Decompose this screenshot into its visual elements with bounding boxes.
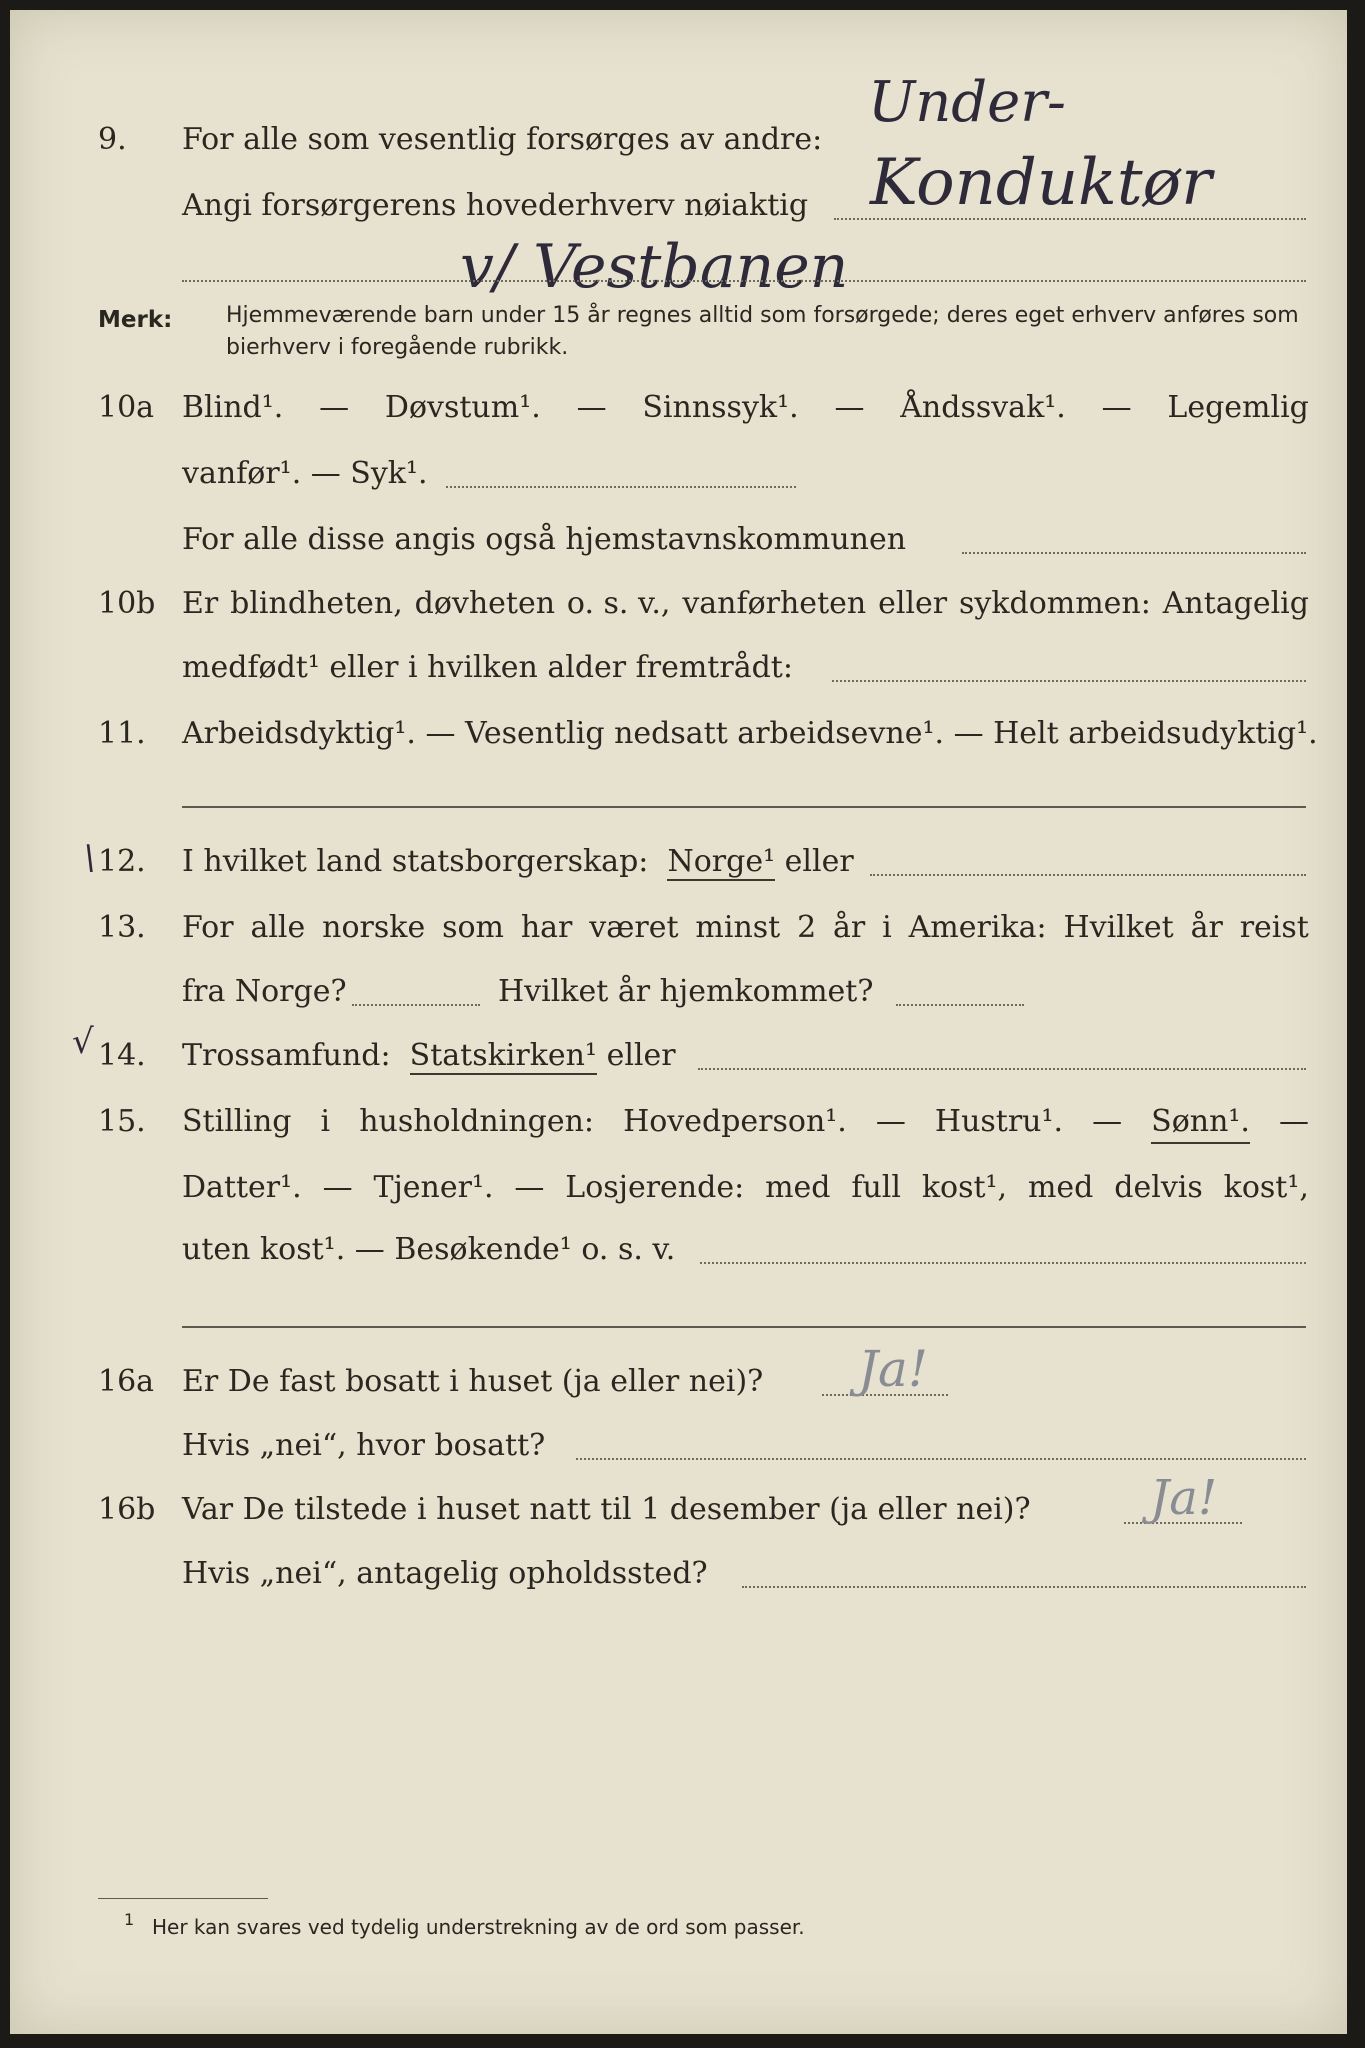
q9-number: 9. [98,122,127,157]
q9-handwritten-answer-mid: Konduktør [870,146,1212,220]
q9-handwritten-answer-top: Under- [868,70,1066,135]
option-hustru[interactable]: Hustru¹. [934,1104,1064,1139]
option-sonn-selected[interactable]: Sønn¹. [1151,1102,1250,1144]
q13-fra-norge: fra Norge? [182,974,347,1009]
q15-options-line1 [182,1102,1309,1144]
footnote-text: Her kan svares ved tydelig understrekning av de ord som passer. [152,1915,805,1939]
q11-answer-line [182,806,1306,808]
word: delvis [1114,1170,1203,1205]
word: vanførheten [682,586,867,621]
q14-text: Trossamfund: [182,1038,391,1073]
q14-answer-line [698,1068,1306,1070]
word: som [442,910,504,945]
q14-question [182,1036,676,1076]
dash: — [319,390,350,425]
q10a-answer-line [446,486,796,488]
word: år [833,910,866,945]
word: Er [182,586,219,621]
q10b-number: 10b [98,586,156,621]
dash: — [1279,1104,1309,1139]
q15-line3-text[interactable]: uten kost¹. — Besøkende¹ o. s. v. [182,1232,676,1267]
q13-reist-line [352,1004,480,1006]
q13-number: 13. [98,910,146,945]
word: Hvilket [1063,910,1174,945]
q16a-question: Er De fast bosatt i huset (ja eller nei)? [182,1364,764,1399]
word: Antagelig [1162,586,1309,621]
word: med [765,1170,831,1205]
word: med [1027,1170,1094,1205]
word: sykdommen: [958,586,1151,621]
q10a-options [182,388,1309,428]
q15-options-line2 [182,1168,1309,1208]
q12-eller: eller [784,844,854,879]
q12-answer-line [870,874,1306,876]
q15-number: 15. [98,1104,146,1139]
word: i [320,1104,331,1139]
word: blindheten, [230,586,403,621]
q9-answer-line-2 [182,280,1306,282]
word: o. s. v., [566,586,671,621]
dash: — [576,390,607,425]
q11-number: 11. [98,716,146,751]
word: reist [1239,910,1309,945]
footnote-rule [98,1898,268,1899]
q9-question-line1: For alle som vesentlig forsørges av andre: [182,122,823,157]
merk-text: Hjemmeværende barn under 15 år regnes alltid som forsørgede; deres eget erhverv anføres som bierhverv i foregående rubrikk. [226,303,1299,360]
option-hovedperson[interactable]: Hovedperson¹. [623,1104,847,1139]
option-legemlig[interactable]: Legemlig [1167,390,1309,425]
q10a-line3-text: For alle disse angis også hjemstavnskommunen [182,522,907,557]
q16a-bosatt-line [576,1458,1306,1460]
word: i [882,910,892,945]
dash: — [875,1104,906,1139]
q12-number: 12. [98,844,146,879]
dash: — [1101,390,1132,425]
q16a-number: 16a [98,1364,155,1399]
option-blind[interactable]: Blind¹. [182,390,284,425]
dash: — [834,390,865,425]
word: alle [250,910,306,945]
q12-text: I hvilket land statsborgerskap: [182,844,649,879]
dash: — [322,1170,353,1205]
word: norske [322,910,426,945]
word: Amerika: [908,910,1047,945]
q16b-question: Var De tilstede i huset natt til 1 desember (ja eller nei)? [182,1492,1031,1527]
word: Losjerende: [565,1170,745,1205]
q16a-handwritten-answer: Ja! [858,1340,928,1398]
q16b-handwritten-answer: Ja! [1150,1470,1218,1526]
word: har [520,910,573,945]
merk-label: Merk: [98,307,173,333]
q16b-line2-text: Hvis „nei“, antagelig opholdssted? [182,1556,708,1591]
option-delvis-kost[interactable]: kost¹, [1223,1170,1309,1205]
word: været [589,910,679,945]
q14-eller: eller [606,1038,676,1073]
q16b-number: 16b [98,1492,156,1527]
q9-handwritten-answer-bottom: v/ Vestbanen [460,232,849,302]
q14-number: 14. [98,1038,146,1073]
footnote-number: 1 [124,1910,135,1929]
option-dovstum[interactable]: Døvstum¹. [384,390,541,425]
q10a-line2-text: vanfør¹. — Syk¹. [182,456,428,491]
check-mark-icon: √ [72,1022,94,1062]
option-statskirken-selected[interactable]: Statskirken¹ [409,1038,598,1073]
word: Stilling [182,1104,292,1139]
word: eller [878,586,948,621]
dash: — [514,1170,545,1205]
q13-hjemkommet: Hvilket år hjemkommet? [498,974,874,1009]
q11-options[interactable]: Arbeidsdyktig¹. — Vesentlig nedsatt arbeidsevne¹. — Helt arbeidsudyktig¹. [182,716,1318,751]
word: 2 [797,910,817,945]
option-datter[interactable]: Datter¹. [182,1170,302,1205]
word: husholdningen: [359,1104,595,1139]
q13-question-line1 [182,908,1309,948]
q16b-opholdssted-line [742,1586,1306,1588]
word: full [851,1170,901,1205]
q12-question [182,842,854,882]
word: døvheten [414,586,556,621]
option-norge-selected[interactable]: Norge¹ [667,844,776,879]
option-full-kost[interactable]: kost¹, [921,1170,1008,1205]
q10b-question-line1 [182,584,1309,624]
word: år [1190,910,1223,945]
q13-hjemkommet-line [896,1004,1024,1006]
q10a-hjemstavn-line [962,552,1306,554]
q10b-line2-text: medfødt¹ eller i hvilken alder fremtrådt: [182,650,793,685]
q10a-number: 10a [98,390,155,425]
dash: — [1092,1104,1123,1139]
option-sinnssyk[interactable]: Sinnssyk¹. [642,390,799,425]
q16a-line2-text: Hvis „nei“, hvor bosatt? [182,1428,546,1463]
word: For [182,910,234,945]
q10b-answer-line [832,680,1306,682]
q9-question-line2: Angi forsørgerens hovederhverv nøiaktig [182,188,809,223]
word: minst [695,910,781,945]
option-andssvak[interactable]: Åndssvak¹. [900,390,1066,425]
q15-answer-line [700,1262,1306,1264]
q15-extra-line [182,1326,1306,1328]
check-mark-icon: \ [84,838,96,878]
option-tjener[interactable]: Tjener¹. [373,1170,494,1205]
